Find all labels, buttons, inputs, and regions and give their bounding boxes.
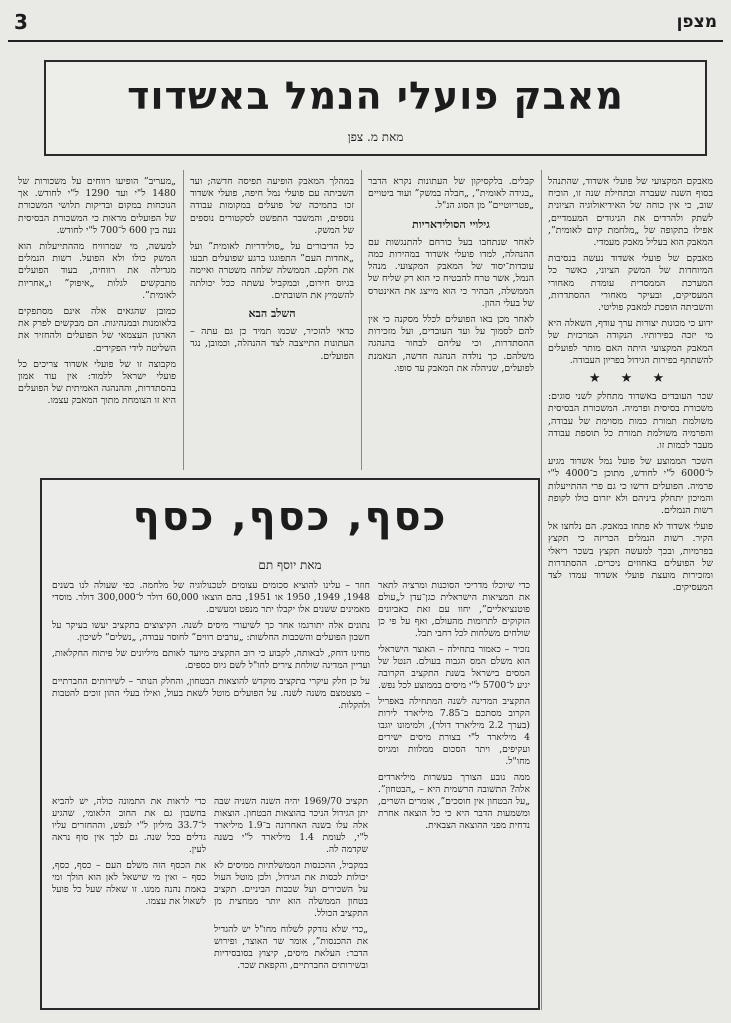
article2-byline: מאת יוסף תם xyxy=(258,558,322,572)
article1-column-right xyxy=(548,176,713,1014)
paragraph: כדי לראות את התמונה כולה, יש להביא בחשבון גם את החוב הלאומי, שהגיע ל־33.7 מיליון ל"י לנפש, וההחזרים עליו גדלים בכל שנה. גם לכך אין סוף נראה לעין. xyxy=(52,796,206,855)
paragraph: פועלי אשדוד לא פתחו במאבק. הם נלחצו אל הקיר. רשות הנמלים הכריזה כי תקצץ בפרמיות, ובכך למעשה תקצץ בשכר ריאלי של הפועלים באחוזים ניכרים. ההסתדרות ומזכירות מועצת פועלי אשדוד עמדו לצד המעסיקים. xyxy=(548,521,713,594)
paragraph: נתונים אלה יתורגמו אחר כך לשיעורי מיסים לשנה. הקיצוצים בתקציב יעשו בעיקר על חשבון הפועלים והשכבות החלשות: „ערבים רווים” לחוסר עבודה, „נשלים” לשיכון. xyxy=(52,620,370,643)
paragraph: במהלך המאבק הופיעה תפיסה חדשה; ועד השביתה עם פועלי נמל חיפה, פועלי אשדוד זכו בתמיכה של פועלים במקומות עבודה נוספים, והמשבר התפשט לסקטורים נוספים של המשק. xyxy=(190,176,354,236)
article2-column-right xyxy=(378,580,530,1000)
section-separator-stars: ★ ★ ★ xyxy=(588,371,673,387)
paragraph: נזכיר – כאמור בתחילה – האוצר הישראלי הוא משלם המס הגבוה בעולם. הנטל של המסים בישראל בשנת התקציב הקרובה יגיע ל־5700 ל"י מיסים בממוצע לכל נפש. xyxy=(378,644,530,691)
paragraph: מקבוצה זו של פועלי אשדוד צריכים כל פועלי ישראל ללמוד: אין עוד אמון בהסתדרות, וההנהגה האמיתית של הפועלים היא זו הצומחת מתוך המאבק עצמו. xyxy=(18,358,176,407)
article1-column-far-left xyxy=(18,176,176,472)
paragraph: במקביל, ההכנסות הממשלתיות ממיסים לא יכולות לכסות את הגידול, ולכן מוטל העול על השכירים ועל שכבות הביניים. תקציב בטחון הממשלה הוא יותר ממחצית מן התקציב הכולל. xyxy=(214,860,368,919)
column-divider xyxy=(361,170,362,470)
article2-column-middle xyxy=(214,796,368,1000)
paragraph: תקציב 1969/70 יהיה השנה השניה שבה יתן הגידול הניכר בהוצאות הבטחון. הוצאות אלה עלו בשנה האחרונה ב־1.9 מיליארד ל"י, לעומת 1.4 מיליארד ל"י בשנה שקדמה לה. xyxy=(214,796,368,855)
paragraph: את הכסף הזה משלם העם – כסף, כסף, כסף – ואין מי שישאל לאן הוא הולך ומי באמת נהנה ממנו. זו שאלה שעל כל פועל לשאול את עצמו. xyxy=(52,860,206,907)
paragraph: „מעריב” הופיעו רווחים על משכורות של 1480 ל"י ועד 1290 ל"י לחודש. אך הנוכחות במקום ובדיקות תלושי המשכורת של הפועלים מראות כי המשכורת הבסיסית נעה בין 600 ל־700 ל"י לחודש. xyxy=(18,176,176,236)
paragraph: קבלים. בלקסיקון של העתונות נקרא הדבר „בגידה לאומית”, „חבלה במשק” ועוד ביטויים „פטריוטיים” מן הסוג הנ"ל. xyxy=(368,176,534,212)
article2-headline: כסף, כסף, כסף xyxy=(132,494,448,540)
column-divider xyxy=(183,170,184,470)
article1-column-middle xyxy=(368,176,534,472)
article1-headline: מאבק פועלי הנמל באשדוד xyxy=(127,74,624,118)
paragraph: כדי שיוכלו מדריכי הסוכנות ומרציה לתאר את המציאות הישראלית כגן־עדן ל„עולם פוטנציאליים”, יחוו עם זאת כאביונים הזקוקים לתרומות מהעולם, ואף על פי כן שולחים משלחות לכל רחבי תבל. xyxy=(378,580,530,639)
paragraph: מאבקם המקצועי של פועלי אשדוד, שהתנהל בסוף השנה שעברה ובתחילת שנה זו, הוכיח שוב, כי אין כוחה של האידיאולוגיה הציונית לשתק ולהרדים את הניגודים המעמדיים, אפילו בתקופה של „מלחמת קיום לאומית”, המאבק הוא בעליל מאבק מעמדי. xyxy=(548,176,713,249)
paragraph: על כן חלק עיקרי בתקציב מוקדש להוצאות הבטחון, והחלק הנותר – לשירותים החברתיים – מצטמצם משנה לשנה. על הפועלים מוטל לשאת בעול, ואילו בעלי ההון זוכים להטבות ולהקלות. xyxy=(52,676,370,711)
paragraph: למעשה, מי שמרוויח מההתייעלות הוא המשק כולו ולא הפועל. רשות הנמלים מגדילה את רווחיה, בעוד הפועלים מתבקשים לגלות „איפוק” ו„אחריות לאומית”. xyxy=(18,241,176,301)
paragraph: חוזר – עלינו להוציא סכומים עצומים לטכנולוגיה של מלחמה. כפי שעולה לנו בשנים 1948, 1949, 1950 או 1951, בהם הוצאו 60,000 דולר ל־300,000 דולר. מוסדי מאמינים ששנים אלו יקבלו יתר מנפט ומעשים. xyxy=(52,580,370,615)
paragraph: לאחר שנתחבו בעל כורחם להתנגשות עם ההנהלה, למדו פועלי אשדוד במהירות כמה עובדות־יסוד של המאבק המקצועי. מנהל הנמל, אשר טרח להבטיח כי הוא רק שליח של הממשלה, הבהיר כי הוא מייצג את האינטרס של בעלי ההון. xyxy=(368,236,534,309)
paragraph: לאחר מכן באו הפועלים לכלל מסקנה כי אין להם לסמוך על ועד העובדים, ועל מזכירות ההסתדרות, וכי עליהם לבחור בהנהגה משלהם. כך נולדה הנהגה חדשה, הנאמנת לפועלים, שניהלה את המאבק עד סופו. xyxy=(368,314,534,374)
subheading-solidarity: גילויי הסולידאריות xyxy=(412,217,490,231)
subheading-next-stage: השלב הבא xyxy=(248,307,296,321)
paragraph: כדאי להזכיר, שכמו תמיד כן גם עתה – העתונות התייצבה לצד ההנהלה, וכמובן, נגד הפועלים. xyxy=(190,326,354,362)
article1-header-box xyxy=(44,60,707,156)
article1-column-left xyxy=(190,176,354,472)
article2-column-left xyxy=(52,580,370,790)
paragraph: „כדי שלא נזדקק לשלוח מחו"ל יש להגדיל את ההכנסות”, אומר שר האוצר, ופירוש הדבר: העלאת מיסים, קיצוץ בסובסידיות ובשירותים החברתיים, והקפאת שכר. xyxy=(214,924,368,971)
article2-column-left-bottom xyxy=(52,796,206,1000)
paragraph: מחינו דוחק, לבאותה, לקבוע כי רוב התקציב מיועד לאותם מיליונים של פיתוח החקלאות, ועדיין המדינה שולחת צירים לחו"ל לשם גיוס כספים. xyxy=(52,648,370,671)
paragraph: השכר הממוצע של פועל נמל אשדוד מגיע ל־6000 ל"י לחודש, מתוכן כ־4000 ל"י פרמיה. הפועלים דרשו כי גם פרי ההתייעלות והמיכון יתחלק ביניהם ולא יזרום כולו לקופת רשות הנמלים. xyxy=(548,456,713,517)
paragraph: כל הדיבורים על „סולידריות לאומית” ועל „אחדות העם” התפוגגו ברגע שפועלים תבעו את חלקם. הממשלה שלחה משטרה ואיימה בגיוס חירום, ובמקביל עשתה ככל יכולתה להשמיץ את השובתים. xyxy=(190,241,354,301)
paragraph: התקציב המדינה לשנה המתחילה באפריל הקרוב מסתכם ב־7.85 מיליארד לירות (בערך 2.2 מיליארד דולר), ולמימונו יוגבו 4 מיליארד ל"י בצורת מיסים ישירים ועקיפים, ויתר הסכום ממלוות ומגיוס מחו"ל. xyxy=(378,696,530,767)
column-divider xyxy=(541,170,542,1010)
paragraph: ממה נובע הצורך בעשרות מיליארדים אלה? התשובה הרשמית היא – „הבטחון”. „על הבטחון אין חוסכים”, אומרים השרים, ומשמעות הדבר היא כי כל הוצאה אחרת נדחית מפני ההוצאה הצבאית. xyxy=(378,772,530,831)
article2-box xyxy=(40,478,540,1010)
paragraph: מאבקם של פועלי אשדוד נעשה בנסיבות המיוחדות של המשק הציוני, כאשר כל המערכת הממסדית עומדת מאחורי המעסיקים, ובעיקר מאחורי ההסתדרות, והשביתה הופכת למאבק פוליטי. xyxy=(548,253,713,314)
article1-byline: מאת מ. צפן xyxy=(347,130,404,144)
paragraph: כמובן שהגאים אלה אינם מסתפקים בלאומנות ובמנהיגות. הם מבקשים לפרק את הארגון העצמאי של הפועלים ולהחזיר את השליטה לידי הפקידים. xyxy=(18,306,176,354)
paragraph: שכר העובדים באשדוד מתחלק לשני סוגים: משכורת בסיסית ופרמיה. המשכורת הבסיסית משולמת תמורת כמות מסוימת של עבודה, והפרמיה משולמת תמורת כל תוספת עבודה מעבר לכמות זו. xyxy=(548,391,713,452)
paragraph: ידוע כי מכונות יצורות ערך עודף, השאלה היא מי יזכה בפירותיו. הנקודה המרכזית של המאבק המקצועי היתה האם מותר לפועלים להשתתף בפירות הגידול בפריון העבודה. xyxy=(548,318,713,366)
top-divider xyxy=(8,40,723,42)
masthead: מצפן xyxy=(676,12,717,32)
page-number: 3 xyxy=(14,10,28,34)
